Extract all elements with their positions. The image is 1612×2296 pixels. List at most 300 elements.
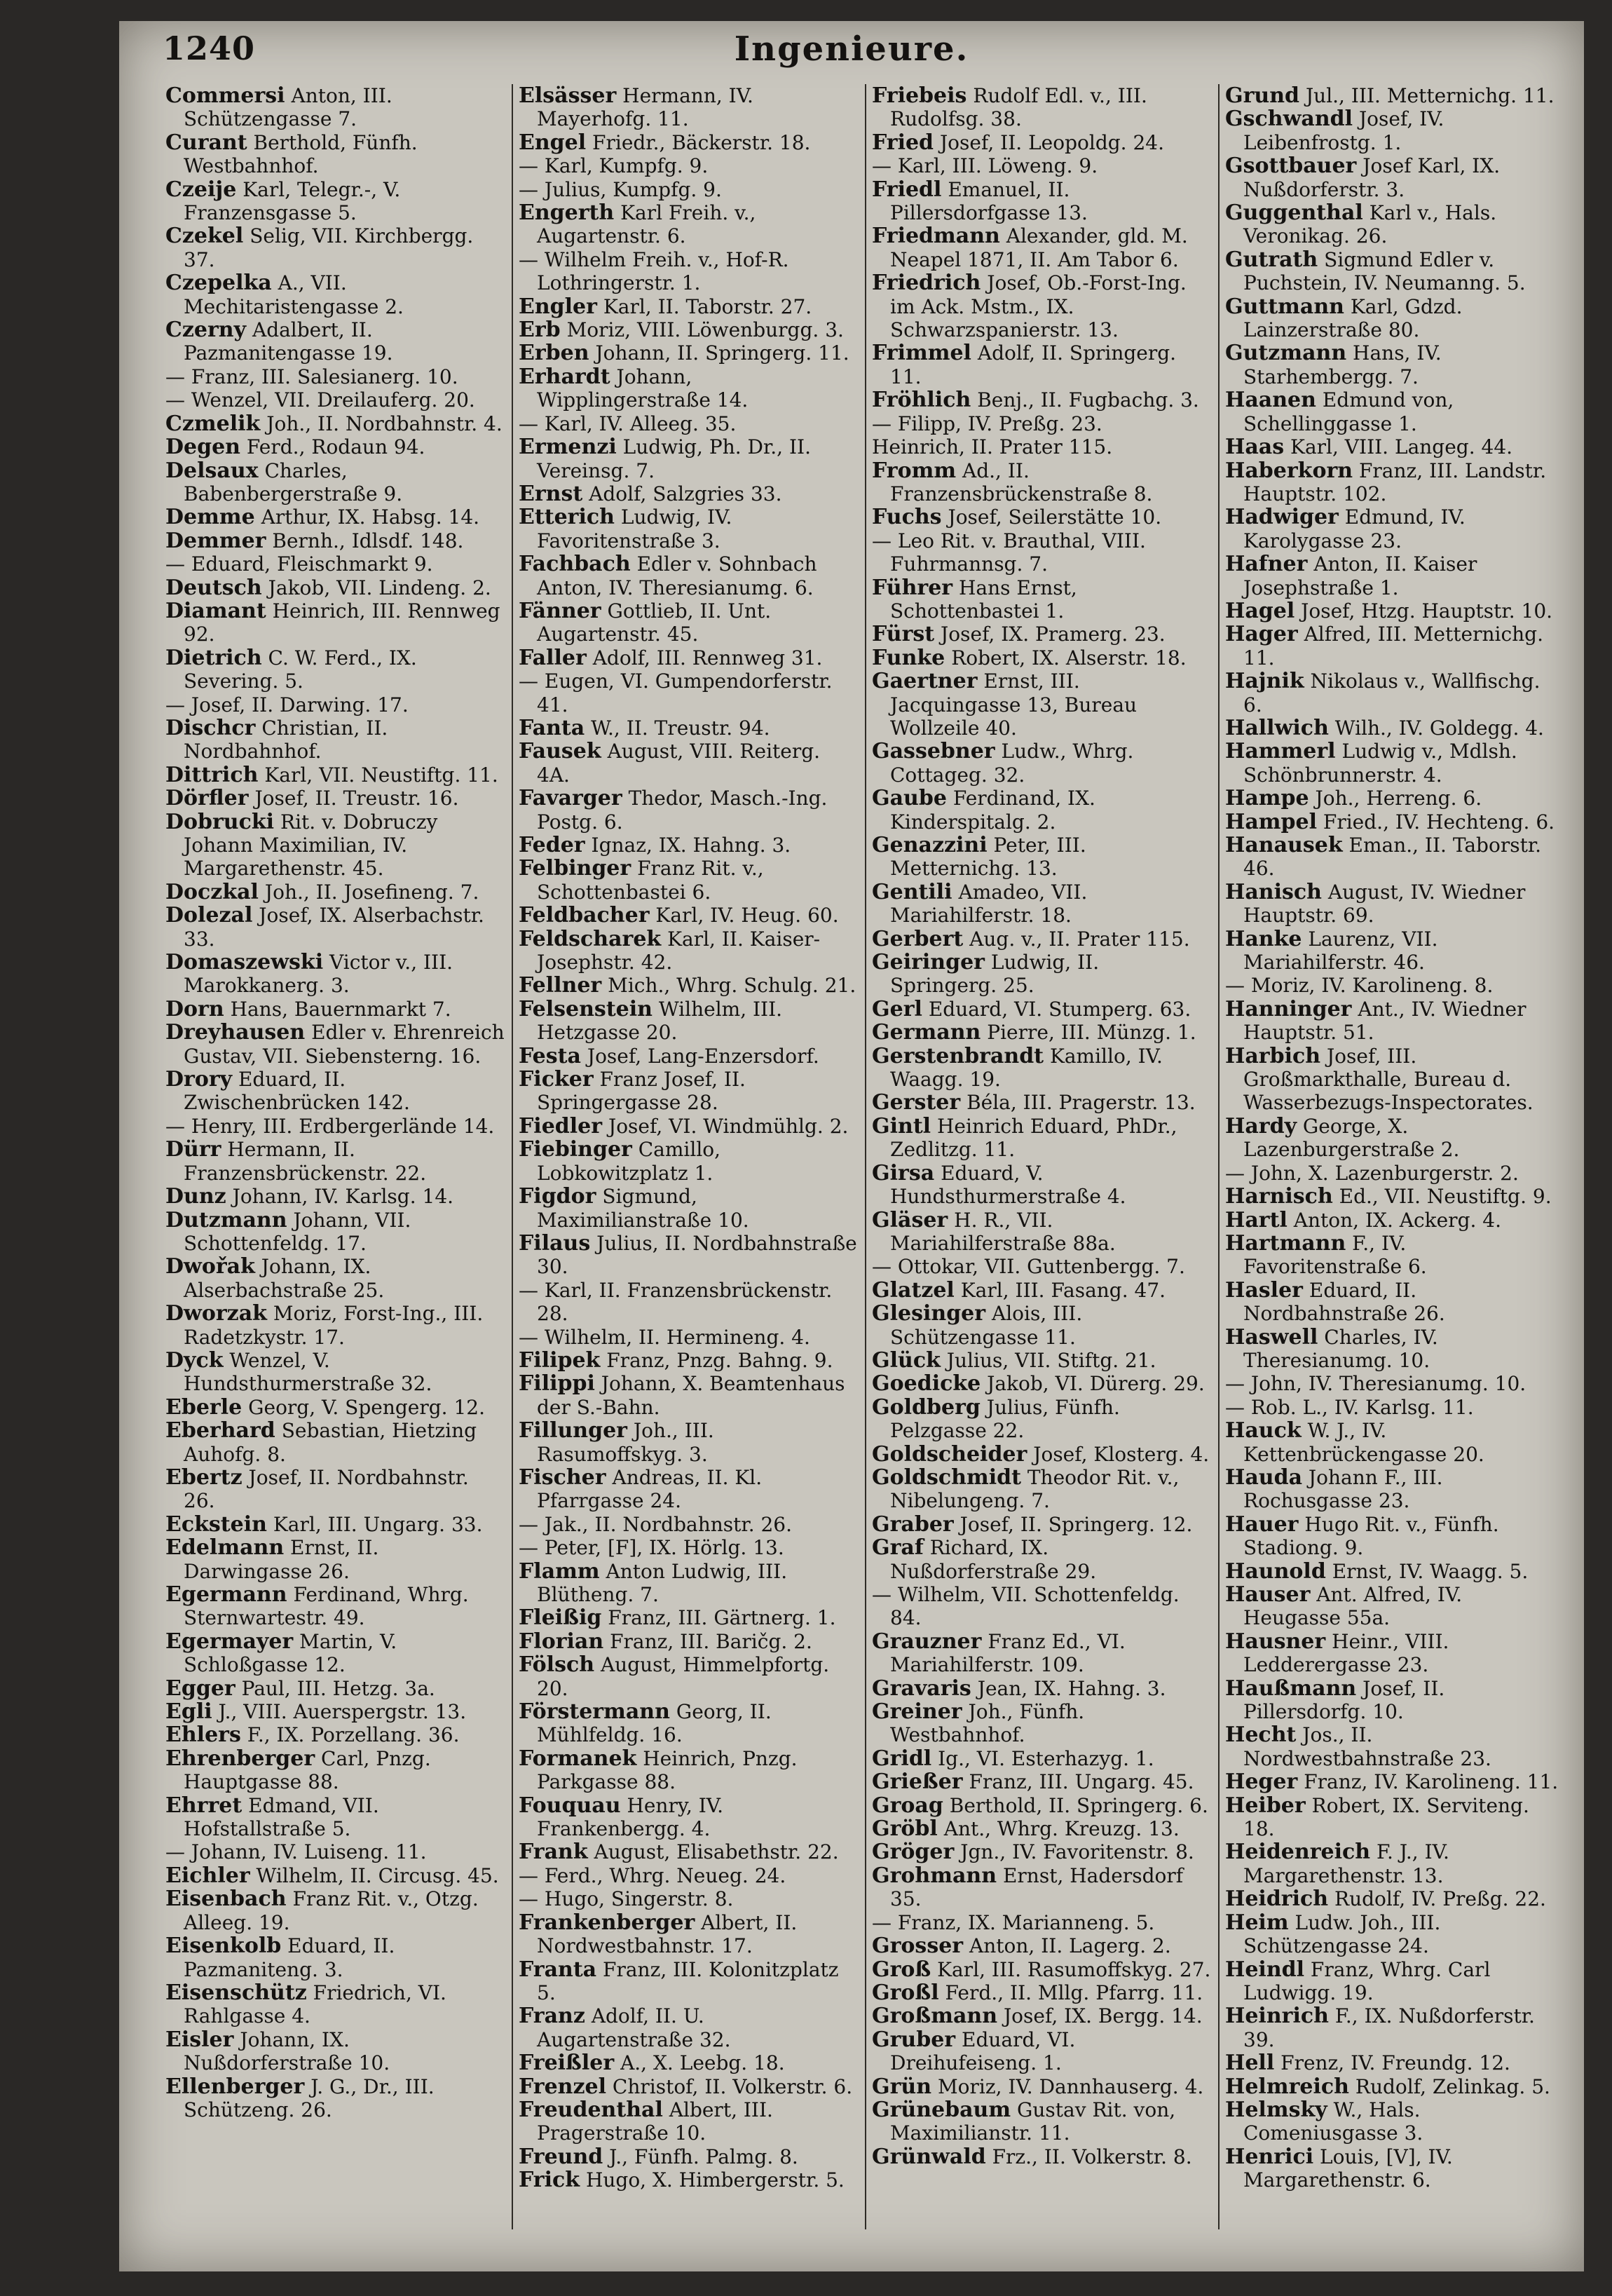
- entry-surname: Grünebaum: [872, 2097, 1011, 2122]
- entry-details: Hans, Bauernmarkt 7.: [230, 997, 451, 1021]
- directory-entry: [1225, 1279, 1564, 1326]
- entry-details: Jakob, VI. Dürerg. 29.: [987, 1372, 1205, 1396]
- directory-entry: [165, 1185, 505, 1208]
- entry-details: Karl, VIII. Langeg. 44.: [1290, 435, 1513, 459]
- entry-details: Aug. v., II. Prater 115.: [969, 927, 1190, 951]
- directory-entry: [872, 787, 1211, 834]
- directory-entry: [519, 482, 858, 505]
- entry-details: — Ottokar, VII. Guttenbergg. 7.: [872, 1255, 1185, 1279]
- entry-surname: Harnisch: [1225, 1184, 1333, 1209]
- entry-surname: Dworzak: [165, 1301, 267, 1326]
- directory-entry: [872, 1443, 1211, 1466]
- entry-details: Anton, III. Schützengasse 7.: [184, 84, 392, 131]
- directory-entry: [872, 646, 1211, 670]
- entry-details: Berthold, II. Springerg. 6.: [949, 1793, 1208, 1817]
- entry-surname: Hagel: [1225, 598, 1295, 623]
- entry-details: Eman., II. Taborstr. 46.: [1243, 834, 1542, 881]
- directory-entry: [519, 1349, 858, 1372]
- directory-entry: [1225, 505, 1564, 552]
- entry-details: — Karl, II. Franzensbrückenstr. 28.: [519, 1278, 833, 1326]
- directory-entry: [165, 131, 505, 178]
- entry-details: Franz Rit. v., Otzg. Alleeg. 19.: [184, 1887, 479, 1934]
- directory-entry: [872, 1770, 1211, 1793]
- directory-entry: [519, 178, 858, 201]
- entry-details: Ernst, Hadersdorf 35.: [890, 1863, 1184, 1911]
- directory-entry: [872, 1536, 1211, 1583]
- entry-surname: Heindl: [1225, 1957, 1305, 1982]
- entry-details: — Karl, Kumpfg. 9.: [519, 154, 709, 178]
- column-2: [512, 84, 865, 2229]
- entry-surname: Etterich: [519, 505, 615, 530]
- entry-details: Ant., Whrg. Kreuzg. 13.: [943, 1817, 1180, 1841]
- entry-details: — Wenzel, VII. Dreilauferg. 20.: [165, 388, 475, 412]
- directory-entry: [872, 178, 1211, 225]
- entry-surname: Faller: [519, 645, 587, 670]
- entry-surname: Dobrucki: [165, 809, 275, 834]
- directory-entry: [519, 131, 858, 154]
- entry-details: Josef, IX. Bergg. 14.: [1003, 2004, 1203, 2028]
- entry-surname: Egger: [165, 1676, 235, 1701]
- entry-details: A., VII. Mechitaristengasse 2.: [184, 271, 404, 318]
- entry-surname: Dwořak: [165, 1254, 255, 1279]
- entry-surname: Filipek: [519, 1347, 601, 1373]
- entry-details: Ignaz, IX. Hahng. 3.: [591, 834, 791, 857]
- entry-details: Sebastian, Hietzing Auhofg. 8.: [184, 1419, 477, 1466]
- entry-details: F., IX. Porzellang. 36.: [247, 1723, 460, 1747]
- directory-entry: [165, 1583, 505, 1630]
- entry-surname: Festa: [519, 1043, 581, 1068]
- entry-surname: Ehrret: [165, 1793, 243, 1818]
- entry-details: Hans Ernst, Schottenbastei 1.: [890, 576, 1077, 623]
- directory-entry: [872, 1513, 1211, 1536]
- entry-details: Ferd., II. Mllg. Pfarrg. 11.: [945, 1981, 1203, 2004]
- entry-details: Ferdinand, IX. Kinderspitalg. 2.: [890, 787, 1095, 834]
- entry-details: Robert, IX. Serviteng. 18.: [1243, 1793, 1529, 1841]
- directory-entry: [519, 599, 858, 646]
- entry-surname: Hardy: [1225, 1113, 1297, 1139]
- entry-details: — Leo Rit. v. Brauthal, VIII. Fuhrmannsg. 7.: [872, 529, 1146, 576]
- directory-entry: [165, 1981, 505, 2028]
- entry-surname: Eberhard: [165, 1418, 275, 1444]
- entry-details: Ed., VII. Neustiftg. 9.: [1339, 1185, 1552, 1209]
- entry-surname: Edelmann: [165, 1535, 285, 1561]
- entry-details: August, Elisabethstr. 22.: [594, 1840, 839, 1864]
- entry-surname: Hammerl: [1225, 739, 1336, 764]
- directory-entry: [519, 1747, 858, 1794]
- directory-entry: [519, 1700, 858, 1747]
- entry-surname: Haanen: [1225, 388, 1316, 413]
- entry-surname: Fried: [872, 130, 934, 155]
- entry-surname: Gsottbauer: [1225, 154, 1357, 179]
- entry-surname: Formanek: [519, 1746, 637, 1771]
- entry-details: Benj., II. Fugbachg. 3.: [977, 388, 1199, 412]
- directory-entry: [165, 904, 505, 951]
- entry-details: Karl, II. Kaiser-Josephstr. 42.: [537, 927, 821, 974]
- directory-entry: [519, 2145, 858, 2168]
- entry-surname: Gröbl: [872, 1816, 938, 1842]
- entry-details: — Wilhelm, II. Hermineng. 4.: [519, 1325, 810, 1349]
- entry-surname: Haas: [1225, 435, 1285, 460]
- directory-entry: [165, 178, 505, 225]
- entry-details: Pierre, III. Münzg. 1.: [987, 1021, 1196, 1045]
- directory-entry: [165, 1255, 505, 1302]
- entry-details: Johann, II. Springerg. 11.: [595, 341, 849, 365]
- entry-details: Ernst, III. Jacquingasse 13, Bureau Wollzeile 40.: [890, 670, 1138, 740]
- entry-surname: Dunz: [165, 1184, 226, 1209]
- directory-entry: [519, 928, 858, 974]
- entry-surname: Eberle: [165, 1394, 243, 1420]
- entry-surname: Engel: [519, 130, 587, 155]
- directory-entry: [519, 1653, 858, 1700]
- entry-details: — Filipp, IV. Preßg. 23.: [872, 412, 1102, 435]
- directory-entry: [1225, 1723, 1564, 1770]
- entry-surname: Gerbert: [872, 926, 964, 951]
- entry-surname: Hauck: [1225, 1418, 1302, 1444]
- directory-entry: [519, 1115, 858, 1138]
- entry-surname: Elsässer: [519, 84, 617, 108]
- directory-entry: [872, 951, 1211, 998]
- entry-surname: Dörfler: [165, 786, 249, 811]
- directory-entry: [165, 318, 505, 365]
- directory-entry: [1225, 435, 1564, 458]
- directory-entry: [1225, 599, 1564, 623]
- directory-entry: [872, 131, 1211, 154]
- entry-details: Wilh., IV. Goldegg. 4.: [1334, 716, 1544, 740]
- entry-details: Josef, IX. Pramerg. 23.: [941, 623, 1166, 646]
- entry-details: Heinrich, Pnzg. Parkgasse 88.: [537, 1746, 798, 1794]
- directory-entry: [165, 1934, 505, 1981]
- directory-entry: [165, 1513, 505, 1536]
- entry-details: Christof, II. Volkerstr. 6.: [612, 2074, 853, 2098]
- entry-details: Moriz, Forst-Ing., III. Radetzkystr. 17.: [184, 1302, 484, 1349]
- entry-surname: Ermenzi: [519, 435, 617, 460]
- directory-entry: [1225, 1887, 1564, 1910]
- entry-details: Jgn., IV. Favoritenstr. 8.: [960, 1840, 1194, 1864]
- entry-details: Wenzel, V. Hundsthurmerstraße 32.: [184, 1348, 432, 1396]
- entry-details: Arthur, IX. Habsg. 14.: [261, 505, 480, 529]
- directory-entry: [1225, 1770, 1564, 1793]
- entry-surname: Dolezal: [165, 903, 253, 928]
- entry-surname: Feldscharek: [519, 926, 662, 951]
- directory-entry: [872, 1349, 1211, 1372]
- entry-surname: Fanta: [519, 715, 585, 740]
- entry-surname: Felbinger: [519, 856, 631, 881]
- entry-surname: Fröhlich: [872, 388, 971, 413]
- entry-details: Moriz, VIII. Löwenburgg. 3.: [566, 318, 844, 342]
- entry-details: Franz, Pnzg. Bahng. 9.: [606, 1348, 833, 1372]
- entry-details: Ludw. Joh., III. Schützengasse 24.: [1243, 1910, 1441, 1958]
- entry-surname: Dürr: [165, 1137, 221, 1162]
- entry-details: Ig., VI. Esterhazyg. 1.: [938, 1746, 1154, 1770]
- directory-entry: [519, 1068, 858, 1115]
- entry-details: A., X. Leebg. 18.: [620, 2051, 785, 2075]
- directory-entry: [1225, 459, 1564, 506]
- directory-entry: [1225, 974, 1564, 997]
- entry-surname: Groß: [872, 1957, 931, 1982]
- entry-surname: Grauzner: [872, 1629, 982, 1654]
- directory-entry: [872, 1091, 1211, 1114]
- directory-entry: [872, 1583, 1211, 1630]
- entry-details: Karl, III. Fasang. 47.: [960, 1278, 1166, 1302]
- entry-surname: Friedmann: [872, 224, 1000, 249]
- directory-entry: [872, 928, 1211, 951]
- entry-details: Sigmund, Maximilianstraße 10.: [537, 1185, 749, 1232]
- entry-surname: Helmreich: [1225, 2074, 1349, 2099]
- directory-entry: [519, 295, 858, 318]
- entry-surname: Fiedler: [519, 1113, 603, 1139]
- entry-surname: Frick: [519, 2168, 580, 2193]
- directory-entry: [872, 623, 1211, 646]
- entry-details: Karl, III. Ungarg. 33.: [273, 1512, 483, 1536]
- directory-entry: [1225, 1560, 1564, 1583]
- directory-entry: [519, 1560, 858, 1607]
- directory-entry: [872, 435, 1211, 458]
- directory-entry: [165, 529, 505, 552]
- entry-details: Franz, Whrg. Carl Ludwigg. 19.: [1243, 1957, 1491, 2004]
- entry-details: Johann, Wipplingerstraße 14.: [537, 365, 749, 412]
- entry-details: Ludwig v., Mdlsh. Schönbrunnerstr. 4.: [1243, 740, 1517, 787]
- directory-entry: [165, 1887, 505, 1934]
- directory-entry: [519, 2075, 858, 2098]
- entry-surname: Haußmann: [1225, 1676, 1357, 1701]
- entry-details: Frz., II. Volkerstr. 8.: [992, 2145, 1192, 2168]
- entry-surname: Goldschmidt: [872, 1465, 1021, 1490]
- entry-details: Camillo, Lobkowitzplatz 1.: [537, 1138, 721, 1185]
- entry-surname: Commersi: [165, 84, 285, 108]
- directory-entry: [872, 834, 1211, 881]
- entry-details: Karl v., Hals. Veronikag. 26.: [1243, 201, 1497, 248]
- entry-details: Andreas, II. Kl. Pfarrgasse 24.: [537, 1465, 763, 1513]
- directory-entry: [1225, 881, 1564, 928]
- directory-entry: [519, 1232, 858, 1279]
- directory-entry: [165, 1396, 505, 1419]
- directory-page: [119, 21, 1584, 2271]
- directory-entry: [519, 1536, 858, 1559]
- directory-entry: [519, 670, 858, 716]
- entry-details: Hugo Rit. v., Fünfh. Stadiong. 9.: [1243, 1512, 1499, 1560]
- entry-surname: Freund: [519, 2144, 603, 2169]
- directory-entry: [872, 1209, 1211, 1256]
- directory-entry: [872, 1255, 1211, 1278]
- entry-surname: Hartmann: [1225, 1230, 1346, 1256]
- entry-details: Karl, IV. Heug. 60.: [655, 904, 839, 928]
- directory-entry: [519, 1513, 858, 1536]
- directory-entry: [519, 201, 858, 248]
- entry-details: Franz Ed., VI. Mariahilferstr. 109.: [890, 1629, 1126, 1677]
- entry-surname: Fölsch: [519, 1652, 595, 1678]
- entry-surname: Führer: [872, 575, 953, 600]
- directory-entry: [1225, 248, 1564, 295]
- directory-entry: [1225, 740, 1564, 787]
- entry-surname: Eisenschütz: [165, 1980, 307, 2005]
- entry-surname: Ebertz: [165, 1465, 243, 1490]
- directory-entry: [165, 1794, 505, 1841]
- entry-details: Bernh., Idlsdf. 148.: [272, 529, 464, 552]
- entry-details: — Julius, Kumpfg. 9.: [519, 177, 722, 201]
- directory-entry: [1225, 1513, 1564, 1560]
- directory-entry: [872, 2145, 1211, 2168]
- directory-entry: [165, 1747, 505, 1794]
- entry-details: Eduard, VI. Dreihufeiseng. 1.: [890, 2027, 1076, 2075]
- entry-surname: Gutrath: [1225, 247, 1318, 272]
- entry-surname: Gassebner: [872, 739, 995, 764]
- directory-entry: [872, 459, 1211, 506]
- entry-surname: Dreyhausen: [165, 1020, 306, 1045]
- directory-entry: [872, 529, 1211, 576]
- entry-details: Hermann, II. Franzensbrückenstr. 22.: [184, 1138, 427, 1185]
- directory-entry: [519, 1864, 858, 1887]
- entry-details: Frenz, IV. Freundg. 12.: [1280, 2051, 1510, 2075]
- entry-details: F., IX. Nußdorferstr. 39.: [1243, 2004, 1535, 2051]
- entry-details: Heinrich, III. Rennweg 92.: [184, 599, 500, 646]
- entry-details: Anton, IX. Ackerg. 4.: [1293, 1208, 1502, 1232]
- entry-details: J., Fünfh. Palmg. 8.: [609, 2145, 798, 2168]
- entry-details: Julius, Fünfh. Pelzgasse 22.: [890, 1395, 1120, 1443]
- entry-details: Joh., II. Nordbahnstr. 4.: [266, 412, 503, 435]
- entry-details: — Moriz, IV. Karolineng. 8.: [1225, 974, 1494, 998]
- entry-surname: Felsenstein: [519, 996, 653, 1021]
- entry-details: Johann, VII. Schottenfeldg. 17.: [184, 1208, 411, 1255]
- entry-details: Adolf, II. U. Augartenstraße 32.: [537, 2004, 731, 2051]
- entry-details: Heinrich Eduard, PhDr., Zedlitzg. 11.: [890, 1114, 1177, 1162]
- entry-details: — Josef, II. Darwing. 17.: [165, 693, 409, 716]
- directory-entry: [1225, 388, 1564, 435]
- entry-details: Berthold, Fünfh. Westbahnhof.: [184, 130, 418, 178]
- directory-entry: [519, 435, 858, 482]
- entry-surname: Czeije: [165, 177, 237, 202]
- directory-entry: [1225, 1396, 1564, 1419]
- entry-details: Gustav Rit. von, Maximilianstr. 11.: [890, 2098, 1176, 2145]
- entry-details: Josef, VI. Windmühlg. 2.: [608, 1114, 849, 1138]
- entry-details: W. J., IV. Kettenbrückengasse 20.: [1243, 1419, 1484, 1466]
- entry-surname: Czerny: [165, 318, 247, 343]
- directory-entry: [519, 1326, 858, 1349]
- entry-details: Anton, II. Kaiser Josephstraße 1.: [1243, 552, 1477, 599]
- directory-entry: [519, 974, 858, 997]
- entry-surname: Delsaux: [165, 458, 259, 483]
- directory-entry: [1225, 1372, 1564, 1395]
- directory-entry: [519, 1630, 858, 1653]
- entry-details: Emanuel, II. Pillersdorfgasse 13.: [890, 177, 1088, 225]
- entry-details: Theodor Rit. v., Nibelungeng. 7.: [890, 1465, 1180, 1513]
- entry-details: — Henry, III. Erdbergerlände 14.: [165, 1114, 495, 1138]
- entry-surname: Erb: [519, 318, 561, 343]
- entry-details: Julius, VII. Stiftg. 21.: [946, 1348, 1156, 1372]
- directory-entry: [1225, 1162, 1564, 1185]
- entry-details: Rudolf, IV. Preßg. 22.: [1334, 1887, 1546, 1911]
- entry-details: — John, X. Lazenburgerstr. 2.: [1225, 1161, 1519, 1185]
- directory-entry: [872, 1911, 1211, 1934]
- entry-details: Alois, III. Schützengasse 11.: [890, 1302, 1083, 1349]
- entry-surname: Hafner: [1225, 552, 1308, 577]
- entry-surname: Florian: [519, 1629, 604, 1654]
- entry-details: Alexander, gld. M. Neapel 1871, II. Am Tabor 6.: [890, 224, 1188, 271]
- entry-details: Karl, III. Rasumoffskyg. 27.: [937, 1957, 1211, 1981]
- entry-surname: Greiner: [872, 1699, 962, 1725]
- entry-details: Johann, X. Beamtenhaus der S.-Bahn.: [537, 1372, 845, 1419]
- directory-entry: [519, 1466, 858, 1513]
- entry-surname: Hanninger: [1225, 996, 1352, 1021]
- entry-surname: Großl: [872, 1980, 939, 2005]
- directory-entry: [1225, 623, 1564, 670]
- entry-details: Eduard, II. Nordbahnstraße 26.: [1243, 1278, 1445, 1326]
- entry-surname: Glesinger: [872, 1301, 986, 1326]
- entry-details: George, X. Lazenburgerstraße 2.: [1243, 1114, 1460, 1162]
- entry-surname: Diamant: [165, 598, 266, 623]
- directory-entry: [872, 1747, 1211, 1770]
- directory-entry: [1225, 928, 1564, 974]
- entry-details: Johann F., III. Rochusgasse 23.: [1243, 1465, 1443, 1513]
- directory-entry: [872, 341, 1211, 388]
- directory-entry: [872, 1840, 1211, 1863]
- directory-entry: [872, 154, 1211, 177]
- directory-entry: [519, 154, 858, 177]
- entry-surname: Goldscheider: [872, 1441, 1027, 1467]
- directory-entry: [872, 2028, 1211, 2075]
- entry-details: Johann, IV. Karlsg. 14.: [232, 1185, 454, 1209]
- entry-details: Josef, Ob.-Forst-Ing. im Ack. Mstm., IX. Schwarzspanierstr. 13.: [890, 271, 1187, 342]
- entry-details: Mich., Whrg. Schulg. 21.: [608, 974, 856, 998]
- entry-details: Josef, II. Springerg. 12.: [959, 1512, 1193, 1536]
- entry-details: Friedr., Bäckerstr. 18.: [592, 130, 811, 154]
- entry-surname: Ellenberger: [165, 2074, 305, 2099]
- directory-entry: [165, 787, 505, 810]
- entry-surname: Engerth: [519, 201, 615, 226]
- entry-surname: Hajnik: [1225, 669, 1304, 694]
- entry-surname: Eisenbach: [165, 1887, 287, 1912]
- directory-entry: [519, 2004, 858, 2051]
- entry-details: Josef, IX. Alserbachstr. 33.: [184, 904, 484, 951]
- entry-details: Fried., IV. Hechteng. 6.: [1323, 810, 1555, 834]
- entry-details: Eduard, II. Zwischenbrücken 142.: [184, 1068, 410, 1115]
- directory-entry: [1225, 1466, 1564, 1513]
- entry-surname: Gravaris: [872, 1676, 971, 1701]
- entry-details: Adalbert, II. Pazmanitengasse 19.: [184, 318, 393, 365]
- directory-entry: [1225, 670, 1564, 716]
- directory-entry: [165, 224, 505, 271]
- entry-surname: Hasler: [1225, 1277, 1303, 1303]
- entry-surname: Demmer: [165, 528, 266, 553]
- directory-entry: [1225, 295, 1564, 342]
- directory-entry: [519, 857, 858, 904]
- entry-details: W., Hals. Comeniusgasse 3.: [1243, 2098, 1423, 2145]
- entry-details: Nikolaus v., Wallfischg. 6.: [1243, 670, 1541, 716]
- entry-details: August, IV. Wiedner Hauptstr. 69.: [1243, 880, 1526, 928]
- entry-surname: Figdor: [519, 1184, 596, 1209]
- directory-entry: [872, 881, 1211, 928]
- directory-entry: [519, 552, 858, 599]
- entry-surname: Friedrich: [872, 271, 981, 296]
- directory-entry: [872, 1466, 1211, 1513]
- entry-details: Heinrich, II. Prater 115.: [872, 435, 1113, 459]
- directory-entry: [872, 1700, 1211, 1747]
- entry-details: Eduard, VI. Stumperg. 63.: [928, 997, 1191, 1021]
- entry-details: Hans, IV. Starhembergg. 7.: [1243, 341, 1442, 388]
- directory-entry: [165, 505, 505, 529]
- page-title: Ingenieure.: [734, 29, 969, 69]
- entry-details: Josef, II. Treustr. 16.: [254, 787, 459, 810]
- entry-details: Robert, IX. Alserstr. 18.: [951, 646, 1187, 670]
- entry-details: Gottlieb, II. Unt. Augartenstr. 45.: [537, 599, 772, 646]
- entry-surname: Großmann: [872, 2004, 998, 2029]
- entry-surname: Gläser: [872, 1207, 948, 1232]
- entry-surname: Fuchs: [872, 505, 942, 530]
- directory-entry: [165, 84, 505, 131]
- directory-entry: [519, 1606, 858, 1629]
- entry-details: Johann, IX. Alserbachstraße 25.: [184, 1255, 385, 1302]
- directory-entry: [165, 810, 505, 881]
- directory-entry: [165, 271, 505, 318]
